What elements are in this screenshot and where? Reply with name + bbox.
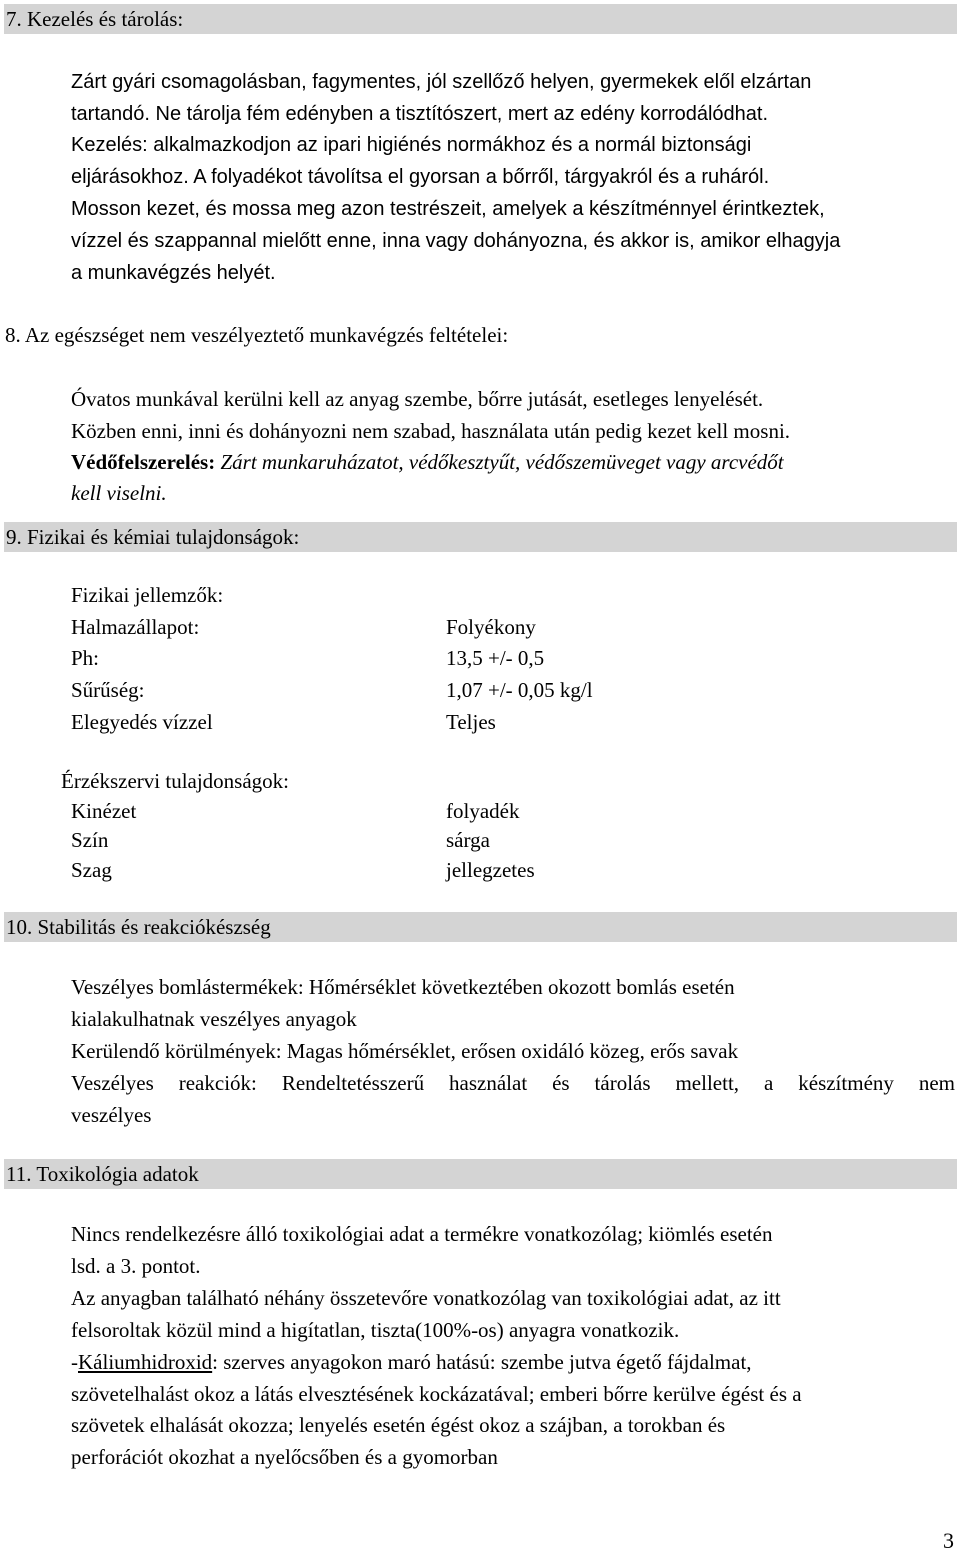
- prop-label: Sűrűség:: [71, 678, 145, 702]
- sec8-ppe-line: [71, 448, 784, 476]
- sensory-value: sárga: [446, 828, 490, 852]
- sec11-koh-line-4: perforációt okozhat a nyelőcsőben és a gyomorban: [71, 1445, 498, 1469]
- section-7-header: [4, 4, 957, 34]
- sec11-line-3: Az anyagban található néhány összetevőre vonatkozólag van toxikológiai adat, az itt: [71, 1286, 781, 1310]
- ppe-label: Védőfelszerelés:: [71, 450, 216, 474]
- koh-rest: : szerves anyagokon maró hatású: szembe jutva égető fájdalmat,: [212, 1350, 752, 1374]
- sec11-line-1: Nincs rendelkezésre álló toxikológiai adat a termékre vonatkozólag; kiömlés esetén: [71, 1222, 773, 1246]
- sensory-label: Kinézet: [71, 799, 137, 823]
- prop-label: Ph:: [71, 646, 100, 670]
- prop-value: Folyékony: [446, 615, 536, 639]
- prop-value: 1,07 +/- 0,05 kg/l: [446, 678, 593, 702]
- section-9-title: 9. Fizikai és kémiai tulajdonságok:: [6, 525, 300, 549]
- section-11-title: 11. Toxikológia adatok: [6, 1162, 199, 1186]
- section-10-title: 10. Stabilitás és reakciókészség: [6, 915, 271, 939]
- physical-heading: Fizikai jellemzők:: [71, 583, 224, 607]
- sensory-heading: Érzékszervi tulajdonságok:: [61, 769, 290, 793]
- sec8-ppe-line-2: kell viselni.: [71, 481, 167, 505]
- sensory-label: Szag: [71, 858, 112, 882]
- prop-label: Elegyedés vízzel: [71, 710, 213, 734]
- section-11-header: [4, 1159, 957, 1189]
- sec10-line-5: veszélyes: [71, 1103, 152, 1127]
- sec8-line-1: Óvatos munkával kerülni kell az anyag szembe, bőrre jutását, esetleges lenyelését.: [71, 387, 764, 411]
- sec7-line-3: Kezelés: alkalmazkodjon az ipari higiénés normákhoz és a normál biztonsági: [71, 134, 752, 156]
- sensory-label: Szín: [71, 828, 109, 852]
- page-number: 3: [943, 1528, 954, 1553]
- sec7-line-1: Zárt gyári csomagolásban, fagymentes, jól szellőző helyen, gyermekek elől elzártan: [71, 71, 812, 93]
- koh-name: Káliumhidroxid: [78, 1350, 213, 1374]
- sec10-line-1: Veszélyes bomlástermékek: Hőmérséklet következtében okozott bomlás esetén: [71, 975, 735, 999]
- sec7-line-5: Mosson kezet, és mossa meg azon testrészeit, amelyek a készítménnyel érintkeztek,: [71, 198, 825, 220]
- prop-value: 13,5 +/- 0,5: [446, 646, 545, 670]
- sec11-koh-line-3: szövetek elhalását okozza; lenyelés esetén égést okoz a szájban, a torokban és: [71, 1413, 726, 1437]
- koh-prefix: -: [71, 1350, 78, 1374]
- sec11-koh-line: [71, 1348, 752, 1376]
- prop-value: Teljes: [446, 710, 496, 734]
- sensory-value: folyadék: [446, 799, 520, 823]
- ppe-text: Zárt munkaruházatot, védőkesztyűt, védőszemüveget vagy arcvédőt: [220, 450, 784, 474]
- section-10-header: [4, 912, 957, 942]
- section-7-title: 7. Kezelés és tárolás:: [6, 7, 184, 31]
- sensory-value: jellegzetes: [446, 858, 535, 882]
- sec10-line-4: Veszélyes reakciók: Rendeltetésszerű használat és tárolás mellett, a készítmény nem: [71, 1071, 955, 1095]
- sec10-line-2: kialakulhatnak veszélyes anyagok: [71, 1007, 357, 1031]
- sec7-line-2: tartandó. Ne tárolja fém edényben a tisztítószert, mert az edény korrodálódhat.: [71, 103, 769, 125]
- sec7-line-6: vízzel és szappannal mielőtt enne, inna vagy dohányozna, és akkor is, amikor elhagyja: [71, 230, 841, 252]
- sec11-line-4: felsoroltak közül mind a higítatlan, tiszta(100%-os) anyagra vonatkozik.: [71, 1318, 680, 1342]
- sec11-line-2: lsd. a 3. pontot.: [71, 1254, 201, 1278]
- section-8-title: 8. Az egészséget nem veszélyeztető munkavégzés feltételei:: [5, 323, 509, 347]
- sec7-line-4: eljárásokhoz. A folyadékot távolítsa el gyorsan a bőrről, tárgyakról és a ruháról.: [71, 166, 770, 188]
- sec10-line-3: Kerülendő körülmények: Magas hőmérséklet, erősen oxidáló közeg, erős savak: [71, 1039, 739, 1063]
- sec11-koh-line-2: szövetelhalást okoz a látás elvesztésének kockázatával; emberi bőrre kerülve égést és a: [71, 1382, 802, 1406]
- sec7-line-7: a munkavégzés helyét.: [71, 262, 276, 284]
- sec8-line-2: Közben enni, inni és dohányozni nem szabad, használata után pedig kezet kell mosni.: [71, 419, 791, 443]
- prop-label: Halmazállapot:: [71, 615, 200, 639]
- section-9-header: [4, 522, 957, 552]
